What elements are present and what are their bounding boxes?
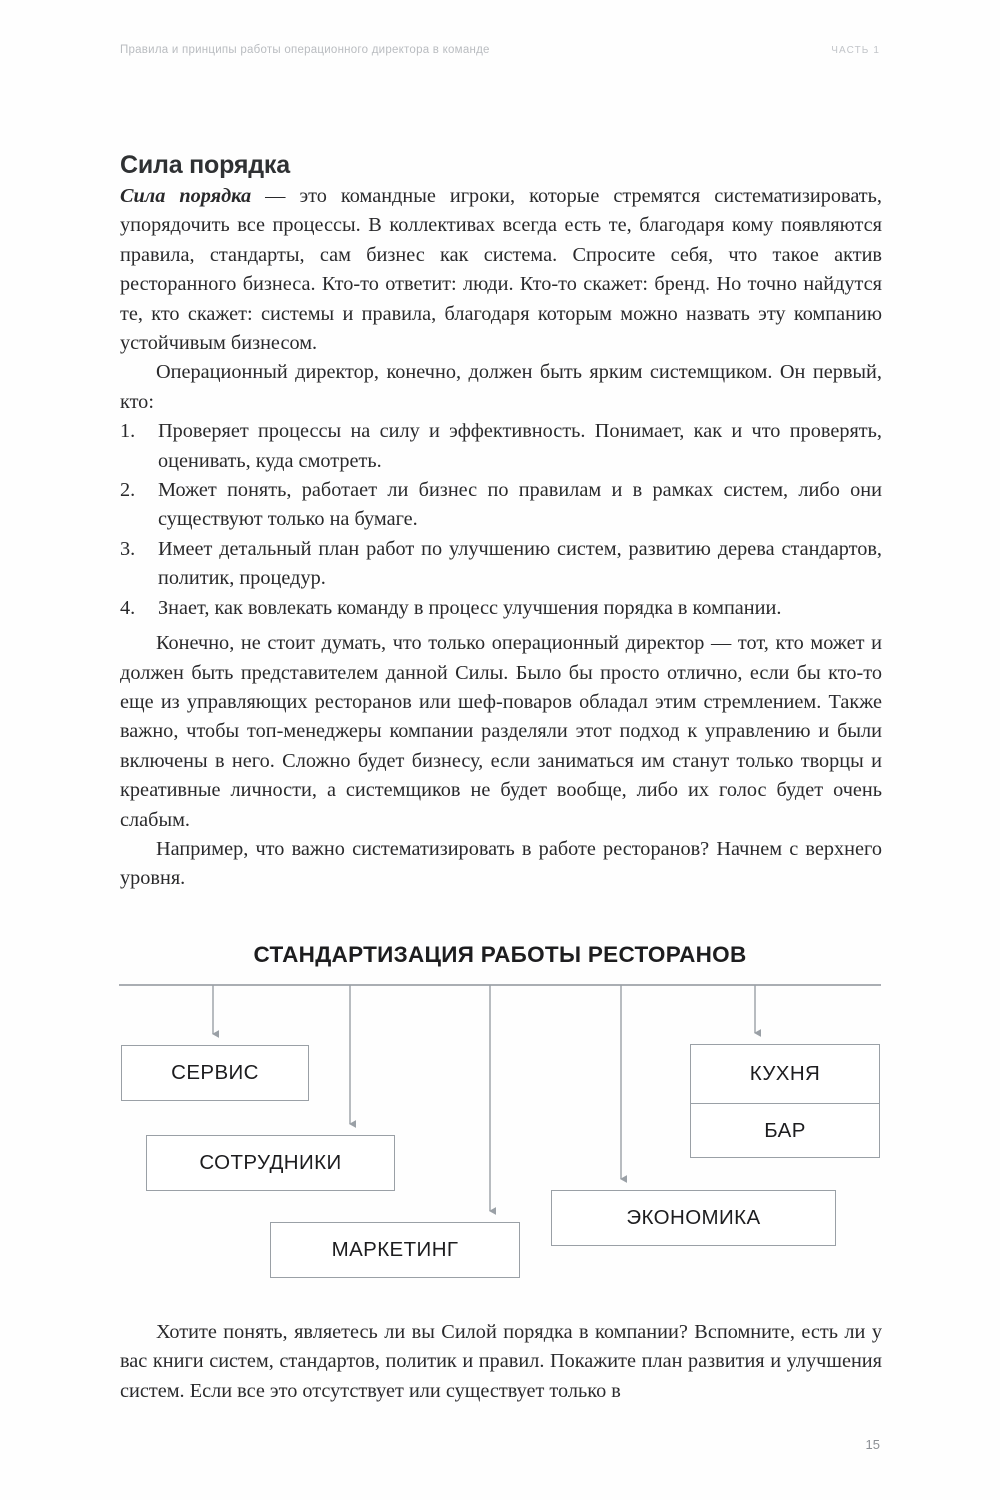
diagram-box-cell-kuhnya xyxy=(691,1045,879,1103)
list-item xyxy=(120,476,882,535)
page-number: 15 xyxy=(865,1437,880,1452)
diagram-box-sotrudniki xyxy=(146,1135,395,1191)
list-item-text: Может понять, работает ли бизнес по правилам и в рамках систем, либо они существуют только на бумаге. xyxy=(158,479,882,531)
list-item-text: Знает, как вовлекать команду в процесс улучшения порядка в компании. xyxy=(158,596,782,619)
diagram-standardization xyxy=(0,930,1000,1290)
list-item-number: 1. xyxy=(120,420,136,443)
paragraph-closing: Хотите понять, являетесь ли вы Силой порядка в компании? Вспомните, есть ли у вас книги систем, стандартов, политик и правил. Покажите план развития и улучшения систем. Если все это отсутствует или существует только в xyxy=(120,1321,882,1402)
diagram-box-servis xyxy=(121,1045,309,1101)
diagram-box-cell-bar xyxy=(691,1103,879,1158)
diagram-box-ekonomika xyxy=(551,1190,836,1246)
paragraph-not-only-director: Конечно, не стоит думать, что только операционный директор — тот, кто может и должен быть представителем данной Силы. Было бы просто отлично, если бы кто-то еще из управляющих ресторанов или шеф-поваров обладал этим стремлением. Также важно, чтобы топ-менеджеры компании разделяли этот подход к управлению и были включены в него. Сложно будет бизнесу, если заниматься им станут только творцы и креативные личности, а системщиков не будет вообще, либо их голос будет очень слабым. xyxy=(120,632,882,831)
lead-term: Сила порядка xyxy=(120,185,252,207)
running-head xyxy=(120,44,880,62)
list-item-text: Проверяет процессы на силу и эффективность. Понимает, как и что проверять, оценивать, куда смотреть. xyxy=(158,420,882,472)
list-item xyxy=(120,535,882,594)
diagram-box-label: ЭКОНОМИКА xyxy=(626,1206,761,1229)
list-item-text: Имеет детальный план работ по улучшению систем, развитию дерева стандартов, политик, процедур. xyxy=(158,537,882,590)
diagram-box-label: КУХНЯ xyxy=(749,1062,821,1085)
diagram-box-label: БАР xyxy=(764,1119,806,1142)
list-item xyxy=(120,594,882,623)
paragraph-example: Например, что важно систематизировать в работе ресторанов? Начнем с верхнего уровня. xyxy=(120,837,882,890)
diagram-box-kuhnya-bar xyxy=(690,1044,880,1158)
running-head-left: Правила и принципы работы операционного директора в команде xyxy=(120,44,490,56)
diagram-box-marketing xyxy=(270,1222,520,1278)
body-text-column xyxy=(120,182,882,894)
list-item-number: 3. xyxy=(120,537,136,560)
diagram-title: СТАНДАРТИЗАЦИЯ РАБОТЫ РЕСТОРАНОВ xyxy=(253,942,747,967)
diagram-box-label: СОТРУДНИКИ xyxy=(199,1151,342,1174)
page-title: Сила порядка xyxy=(120,150,290,179)
paragraph-intro-rest: — это командные игроки, которые стремятся систематизировать, упорядочить все процессы. В коллективах всегда есть те, благодаря кому появляются правила, стандарты, сам бизнес как система. Спросите себя, что такое актив ресторанного бизнеса. Кто-то ответит: люди. Кто-то скажет: бренд. Но точно найдутся те, кто скажет: системы и правила, благодаря которым можно назвать эту компанию устойчивым бизнесом. xyxy=(120,185,882,355)
running-head-right: ЧАСТЬ 1 xyxy=(831,45,880,56)
numbered-list xyxy=(120,417,882,623)
body-text-column-bottom xyxy=(120,1318,882,1406)
paragraph-intro xyxy=(120,182,882,358)
list-item-number: 2. xyxy=(120,479,136,502)
diagram-box-label: МАРКЕТИНГ xyxy=(331,1238,459,1261)
list-item-number: 4. xyxy=(120,596,136,619)
paragraph-operational-director: Операционный директор, конечно, должен быть ярким системщиком. Он первый, кто: xyxy=(120,361,882,413)
diagram-box-label: СЕРВИС xyxy=(171,1061,259,1084)
list-item xyxy=(120,417,882,476)
